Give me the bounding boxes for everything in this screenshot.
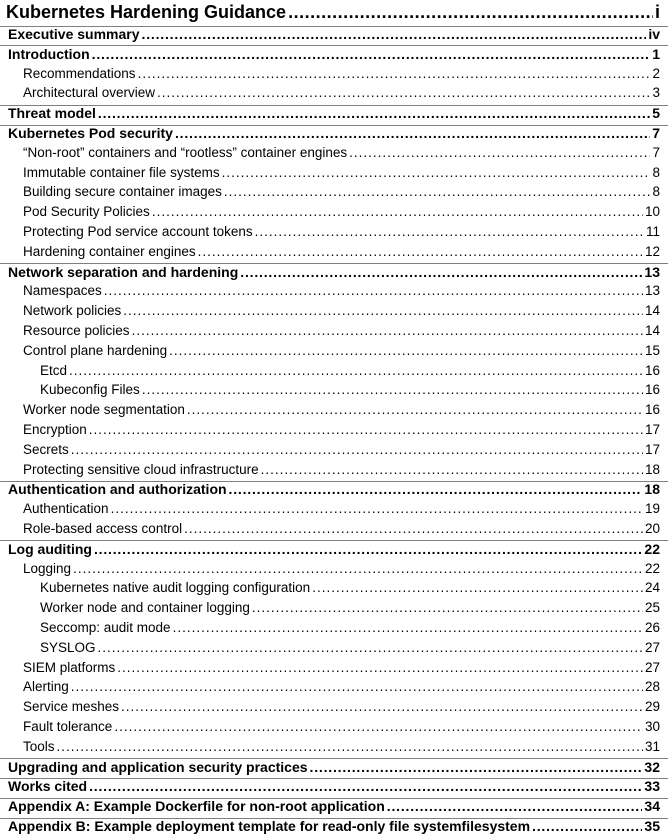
dot-leader bbox=[123, 303, 643, 318]
toc-entry-title: Protecting Pod service account tokens bbox=[23, 224, 253, 239]
toc-entry-page-number: 13 bbox=[644, 263, 660, 280]
toc-section-entry[interactable] bbox=[0, 46, 668, 68]
dot-leader bbox=[255, 224, 644, 239]
toc-subsection-entry[interactable] bbox=[0, 343, 668, 365]
dot-leader bbox=[152, 204, 643, 219]
toc-entry-title: SYSLOG bbox=[40, 639, 96, 655]
toc-entry-title: “Non-root” containers and “rootless” container engines bbox=[23, 144, 348, 160]
toc-entry-title: Authentication and authorization bbox=[8, 481, 227, 498]
dot-leader bbox=[111, 501, 643, 516]
dot-leader bbox=[261, 462, 643, 477]
toc-entry-page-number: 17 bbox=[644, 422, 660, 437]
toc-entry-page-number: 7 bbox=[652, 144, 660, 160]
dot-leader bbox=[184, 521, 643, 536]
dot-leader bbox=[92, 46, 651, 62]
dot-leader bbox=[288, 2, 653, 23]
toc-entry-page-number: 11 bbox=[645, 224, 660, 239]
dot-leader bbox=[175, 125, 650, 141]
toc-entry-title: Secrets bbox=[23, 441, 69, 457]
toc-title-page: i bbox=[654, 2, 660, 22]
toc-entry-title: Role-based access control bbox=[23, 521, 183, 536]
toc-entry-title: Introduction bbox=[8, 45, 90, 62]
dot-leader bbox=[310, 759, 643, 775]
toc-entry-page-number: 15 bbox=[644, 342, 660, 358]
toc-subsection-entry[interactable] bbox=[0, 561, 668, 583]
toc-entry-title: Service meshes bbox=[23, 699, 120, 715]
toc-entry-page-number: 16 bbox=[644, 382, 660, 398]
dot-leader bbox=[89, 422, 643, 437]
toc-entry-page-number: 30 bbox=[644, 719, 660, 734]
dot-leader bbox=[157, 85, 650, 100]
toc-entry-page-number: 10 bbox=[644, 204, 660, 220]
toc-entry-page-number: 34 bbox=[644, 798, 660, 815]
toc-subsection-entry[interactable] bbox=[0, 283, 668, 305]
toc-entry-page-number: 22 bbox=[644, 560, 660, 576]
toc-subsection-entry[interactable] bbox=[0, 145, 668, 167]
toc-title-entry[interactable] bbox=[0, 2, 668, 26]
toc-entry-title: Architectural overview bbox=[23, 85, 156, 101]
dot-leader bbox=[69, 363, 643, 378]
toc-subsection-entry[interactable] bbox=[0, 303, 668, 325]
toc-entry-page-number: 14 bbox=[644, 323, 660, 338]
toc-entry-title: Authentication bbox=[23, 501, 109, 517]
toc-section-entry[interactable] bbox=[0, 818, 668, 840]
toc-section-entry[interactable] bbox=[0, 125, 668, 147]
toc-entry-title: Namespaces bbox=[23, 283, 102, 299]
toc-subsection-entry[interactable] bbox=[0, 204, 668, 226]
toc-entry-page-number: 33 bbox=[644, 778, 660, 795]
toc-entry-title: Log auditing bbox=[8, 540, 92, 557]
toc-entry-page-number: 7 bbox=[652, 125, 660, 141]
dot-leader bbox=[142, 382, 643, 397]
dot-leader bbox=[240, 264, 642, 280]
toc-entry-title: SIEM platforms bbox=[23, 659, 116, 675]
toc-entry-title: Tools bbox=[23, 738, 55, 754]
toc-entry-title: Protecting sensitive cloud infrastructure bbox=[23, 461, 259, 477]
toc-entry-page-number: iv bbox=[648, 26, 660, 42]
toc-subsubsection-entry[interactable] bbox=[0, 382, 668, 404]
toc-entry-title: Network policies bbox=[23, 303, 122, 319]
dot-leader bbox=[169, 343, 643, 358]
dot-leader bbox=[117, 660, 643, 675]
toc-entry-page-number: 12 bbox=[644, 243, 660, 259]
toc-subsubsection-entry[interactable] bbox=[0, 600, 668, 622]
dot-leader bbox=[98, 105, 650, 121]
dot-leader bbox=[98, 640, 643, 655]
toc-entry-title: Immutable container file systems bbox=[23, 164, 220, 180]
toc-subsection-entry[interactable] bbox=[0, 184, 668, 206]
toc-entry-title: Kubeconfig Files bbox=[40, 382, 140, 398]
toc-entry-title: Kubernetes Pod security bbox=[8, 125, 173, 141]
toc-entry-page-number: 28 bbox=[644, 679, 660, 695]
toc-entry-title: Resource policies bbox=[23, 323, 130, 338]
toc-entry-title: Threat model bbox=[8, 105, 96, 122]
toc-entry-title: Etcd bbox=[40, 362, 68, 378]
toc-entry-title: Alerting bbox=[23, 679, 69, 695]
toc-entry-page-number: 8 bbox=[652, 184, 660, 200]
toc-entry-page-number: 3 bbox=[652, 85, 660, 101]
dot-leader bbox=[224, 184, 651, 199]
toc-subsubsection-entry[interactable] bbox=[0, 620, 668, 642]
dot-leader bbox=[138, 66, 651, 81]
toc-entry-page-number: 24 bbox=[644, 580, 660, 596]
toc-entry-page-number: 16 bbox=[644, 362, 660, 378]
toc-entry-page-number: 25 bbox=[644, 600, 660, 616]
toc-entry-page-number: 29 bbox=[644, 699, 660, 715]
dot-leader bbox=[121, 699, 643, 714]
toc-subsection-entry[interactable] bbox=[0, 719, 668, 741]
dot-leader bbox=[252, 600, 643, 615]
toc-subsection-entry[interactable] bbox=[0, 422, 668, 444]
toc-entry-title: Seccomp: audit mode bbox=[40, 620, 171, 635]
toc-entry-title: Control plane hardening bbox=[23, 342, 168, 358]
dot-leader bbox=[198, 244, 643, 259]
dot-leader bbox=[142, 26, 647, 42]
toc-subsection-entry[interactable] bbox=[0, 501, 668, 523]
toc-entry-page-number: 26 bbox=[644, 620, 660, 635]
toc-entry-page-number: 5 bbox=[652, 105, 660, 122]
toc-subsection-entry[interactable] bbox=[0, 165, 668, 187]
toc-entry-page-number: 8 bbox=[652, 164, 660, 180]
toc-entry-page-number: 2 bbox=[652, 65, 660, 81]
toc-subsection-entry[interactable] bbox=[0, 66, 668, 88]
dot-leader bbox=[57, 739, 643, 754]
toc-entry-title: Encryption bbox=[23, 422, 87, 437]
dot-leader bbox=[187, 402, 643, 417]
toc-entry-title: Worker node segmentation bbox=[23, 402, 185, 418]
dot-leader bbox=[312, 580, 643, 595]
dot-leader bbox=[94, 541, 642, 557]
toc-subsection-entry[interactable] bbox=[0, 660, 668, 682]
toc-entry-page-number: 35 bbox=[644, 818, 660, 834]
toc-entry-page-number: 19 bbox=[644, 501, 660, 517]
toc-entry-page-number: 32 bbox=[644, 758, 660, 775]
toc-section-entry[interactable] bbox=[0, 541, 668, 563]
toc-entry-title: Upgrading and application security practices bbox=[8, 758, 308, 775]
toc-subsection-entry[interactable] bbox=[0, 442, 668, 464]
toc-entry-page-number: 31 bbox=[644, 738, 660, 754]
dot-leader bbox=[104, 283, 643, 298]
toc-entry-title: Works cited bbox=[8, 778, 88, 795]
toc-subsubsection-entry[interactable] bbox=[0, 640, 668, 662]
toc-entry-title: Appendix B: Example deployment template for read-only file systemfilesystem bbox=[8, 818, 531, 834]
dot-leader bbox=[532, 818, 642, 834]
toc-entry-page-number: 17 bbox=[644, 441, 660, 457]
toc-entry-title: Recommendations bbox=[23, 65, 136, 81]
toc-entry-page-number: 14 bbox=[644, 303, 660, 319]
toc-subsection-entry[interactable] bbox=[0, 224, 668, 246]
toc-subsubsection-entry[interactable] bbox=[0, 580, 668, 602]
toc-title-text: Kubernetes Hardening Guidance bbox=[6, 2, 287, 22]
toc-subsection-entry[interactable] bbox=[0, 323, 668, 345]
toc-subsection-entry[interactable] bbox=[0, 679, 668, 701]
toc-section-entry[interactable] bbox=[0, 264, 668, 286]
toc-entry-title: Hardening container engines bbox=[23, 243, 196, 259]
toc-entry-page-number: 18 bbox=[644, 481, 660, 498]
toc-entry-page-number: 22 bbox=[644, 540, 660, 557]
dot-leader bbox=[114, 719, 643, 734]
toc-entry-title: Worker node and container logging bbox=[40, 600, 250, 616]
toc-section-entry[interactable] bbox=[0, 481, 668, 503]
toc-entry-page-number: 18 bbox=[644, 461, 660, 477]
toc-entry-title: Appendix A: Example Dockerfile for non-root application bbox=[8, 798, 385, 815]
toc-entry-page-number: 27 bbox=[644, 639, 660, 655]
toc-entry-title: Kubernetes native audit logging configuration bbox=[40, 580, 311, 596]
toc-entry-page-number: 1 bbox=[652, 45, 660, 62]
toc-entry-title: Building secure container images bbox=[23, 184, 222, 200]
dot-leader bbox=[222, 165, 651, 180]
dot-leader bbox=[71, 442, 643, 457]
dot-leader bbox=[71, 679, 643, 694]
toc-entry-page-number: 20 bbox=[644, 521, 660, 536]
toc-entry-title: Executive summary bbox=[8, 26, 140, 42]
toc-entry-page-number: 27 bbox=[644, 659, 660, 675]
toc-entry-title: Network separation and hardening bbox=[8, 263, 239, 280]
toc-entry-title: Pod Security Policies bbox=[23, 204, 150, 220]
toc-subsection-entry[interactable] bbox=[0, 699, 668, 721]
toc-entry-title: Logging bbox=[23, 560, 72, 576]
toc-entry-page-number: 16 bbox=[644, 402, 660, 418]
dot-leader bbox=[173, 620, 643, 635]
dot-leader bbox=[387, 798, 643, 814]
dot-leader bbox=[73, 561, 643, 576]
dot-leader bbox=[229, 481, 643, 497]
dot-leader bbox=[349, 145, 650, 160]
toc-subsection-entry[interactable] bbox=[0, 402, 668, 424]
dot-leader bbox=[132, 323, 643, 338]
toc-entry-title: Fault tolerance bbox=[23, 719, 113, 734]
toc-entry-page-number: 13 bbox=[644, 283, 660, 299]
toc-subsubsection-entry[interactable] bbox=[0, 363, 668, 385]
dot-leader bbox=[89, 778, 642, 794]
